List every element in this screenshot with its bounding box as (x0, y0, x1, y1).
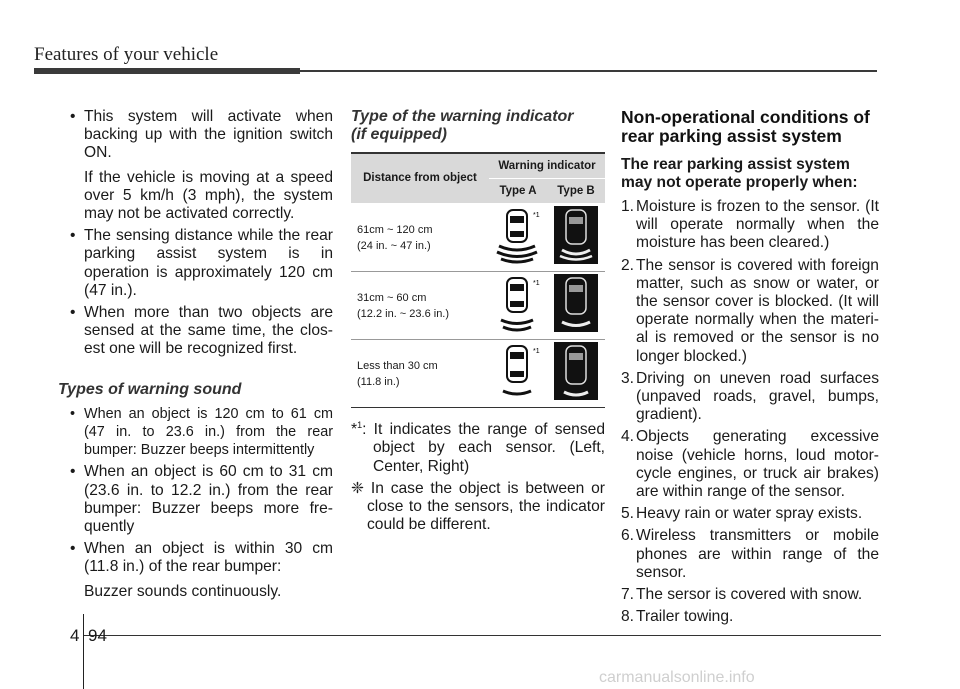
list-item-number: 8. (621, 608, 635, 626)
list-item (621, 257, 879, 366)
table-row (351, 204, 605, 272)
footnote-star1-text: : It indicates the range of sensed object by each sensor. (Left, Center, Right) (362, 421, 605, 475)
header-rule-thin (300, 70, 877, 72)
list-item (621, 198, 879, 253)
col-header-warning-indicator: Warning indicator (489, 153, 605, 179)
type-a-indicator (489, 340, 547, 408)
middle-column (351, 108, 605, 534)
distance-in: (12.2 in. ~ 23.6 in.) (357, 307, 450, 320)
distance-cell (351, 272, 489, 340)
star-footnote-mark: *1 (533, 280, 540, 287)
table-row (351, 340, 605, 408)
car-outline-sensor-arcs-icon (489, 272, 547, 334)
distance-cm: 61cm ~ 120 cm (357, 223, 433, 236)
table-notes (351, 416, 605, 534)
sound-item-frequent: • When an object is 60 cm to 31 cm (23.6 in. to 12.2 in.) from the rear bumper: Buzzer beeps more frequently (70, 463, 333, 536)
type-a-indicator (489, 272, 547, 340)
car-outline-sensor-arcs-icon (489, 340, 547, 402)
list-item-number: 6. (621, 527, 635, 545)
list-item-text: Objects generating excessive noise (vehicle horns, loud motorcycle engines, or truck air brakes) are within range of the sensor. (636, 428, 879, 501)
footer-vertical-rule (83, 614, 84, 689)
type-a-indicator (489, 204, 547, 272)
footnote-superscript: 1 (357, 420, 363, 430)
car-display-screen-icon (552, 340, 600, 402)
footnote-star1 (351, 416, 605, 476)
table-row (351, 272, 605, 340)
non-operational-intro: The rear parking assist system may not operate properly when: (621, 156, 858, 191)
list-item-number: 4. (621, 428, 635, 446)
note-mark-icon: ❈ (351, 479, 365, 497)
list-item (621, 505, 879, 523)
page-header-title: Features of your vehicle (34, 44, 219, 65)
bullet-sensing-distance: • The sensing distance while the rear parking assist system is in operation is approximately 120 cm (47 in.). (70, 227, 333, 300)
footnote-star-mark: * (351, 421, 358, 439)
type-b-indicator (547, 272, 605, 340)
list-item (621, 527, 879, 582)
watermark-text: carmanualsonline.info (599, 669, 755, 686)
list-item-text: Heavy rain or water spray exists. (636, 505, 863, 523)
list-item (621, 586, 879, 604)
distance-in: (24 in. ~ 47 in.) (357, 239, 431, 252)
list-item-text: The sersor is covered with snow. (636, 586, 863, 604)
note-object-between-sensors (351, 480, 605, 535)
distance-cm: 31cm ~ 60 cm (357, 291, 427, 304)
list-item-text: Trailer towing. (636, 608, 734, 626)
type-b-indicator (547, 340, 605, 408)
col-header-type-b: Type B (547, 179, 605, 204)
distance-cell (351, 340, 489, 408)
list-item (621, 370, 879, 425)
distance-cm: Less than 30 cm (357, 359, 438, 372)
list-item-number: 2. (621, 256, 635, 274)
sound-item-intermittent: • When an object is 120 cm to 61 cm (47 in. to 23.6 in.) from the rear bumper: Buzzer beeps intermittently (70, 405, 333, 460)
list-item-number: 7. (621, 586, 635, 604)
list-item (621, 608, 879, 626)
types-of-warning-sound-heading: Types of warning sound (58, 380, 242, 398)
non-operational-heading-line2: rear parking assist system (621, 126, 842, 146)
header-rule-thick (34, 68, 300, 74)
footer-horizontal-rule (84, 635, 881, 636)
bullet-activation: • This system will activate when backing up with the ignition switch ON. (70, 108, 333, 163)
section-number: 4 (70, 626, 80, 645)
col-header-type-a: Type A (489, 179, 547, 204)
type-b-indicator (547, 204, 605, 272)
right-column (621, 108, 879, 630)
warning-indicator-heading-line1: Type of the warning indicator (351, 108, 574, 125)
list-item-text: Moisture is frozen to the sensor. (It will operate normally when the moisture has been cleared.) (636, 198, 879, 252)
sound-item-continuous: • When an object is within 30 cm (11.8 in.) of the rear bumper: (70, 540, 333, 576)
list-item-number: 1. (621, 198, 635, 215)
left-column (58, 108, 333, 601)
warning-indicator-heading (351, 108, 605, 144)
bullet-activation-note: If the vehicle is moving at a speed over 5 km/h (3 mph), the system may not be activated correctly. (84, 168, 333, 223)
list-item (621, 428, 879, 501)
distance-cell (351, 204, 489, 272)
bullet-multiple-objects: • When more than two objects are sensed at the same time, the closest one will be recognized first. (70, 304, 333, 359)
star-footnote-mark: *1 (533, 212, 540, 219)
page-number: 94 (88, 626, 107, 645)
star-footnote-mark: *1 (533, 348, 540, 355)
list-item-text: Driving on uneven road surfaces (unpaved roads, gravel, bumps, gradient). (636, 369, 879, 424)
car-display-screen-icon (552, 272, 600, 334)
list-item-number: 5. (621, 505, 635, 523)
list-item-text: The sensor is covered with foreign matter, such as snow or water, or the sensor cover is blocked. (It will operate normally when the material is removed or the sensor is no longer blocked.) (636, 256, 879, 365)
note-object-between-sensors-text: In case the object is between or close to the sensors, the indicator could be different. (367, 479, 605, 534)
distance-in: (11.8 in.) (357, 375, 400, 388)
car-display-screen-icon (552, 204, 600, 266)
col-header-distance: Distance from object (351, 153, 489, 204)
non-operational-heading (621, 108, 879, 146)
list-item-number: 3. (621, 369, 635, 387)
warning-indicator-table (351, 152, 605, 408)
warning-indicator-heading-line2: (if equipped) (351, 126, 447, 143)
non-operational-heading-line1: Non-operational conditions of (621, 107, 870, 127)
sound-item-continuous-detail: Buzzer sounds continuously. (84, 582, 282, 600)
car-outline-sensor-arcs-icon (489, 204, 547, 266)
list-item-text: Wireless transmitters or mobile phones are within range of the sensor. (636, 527, 879, 581)
